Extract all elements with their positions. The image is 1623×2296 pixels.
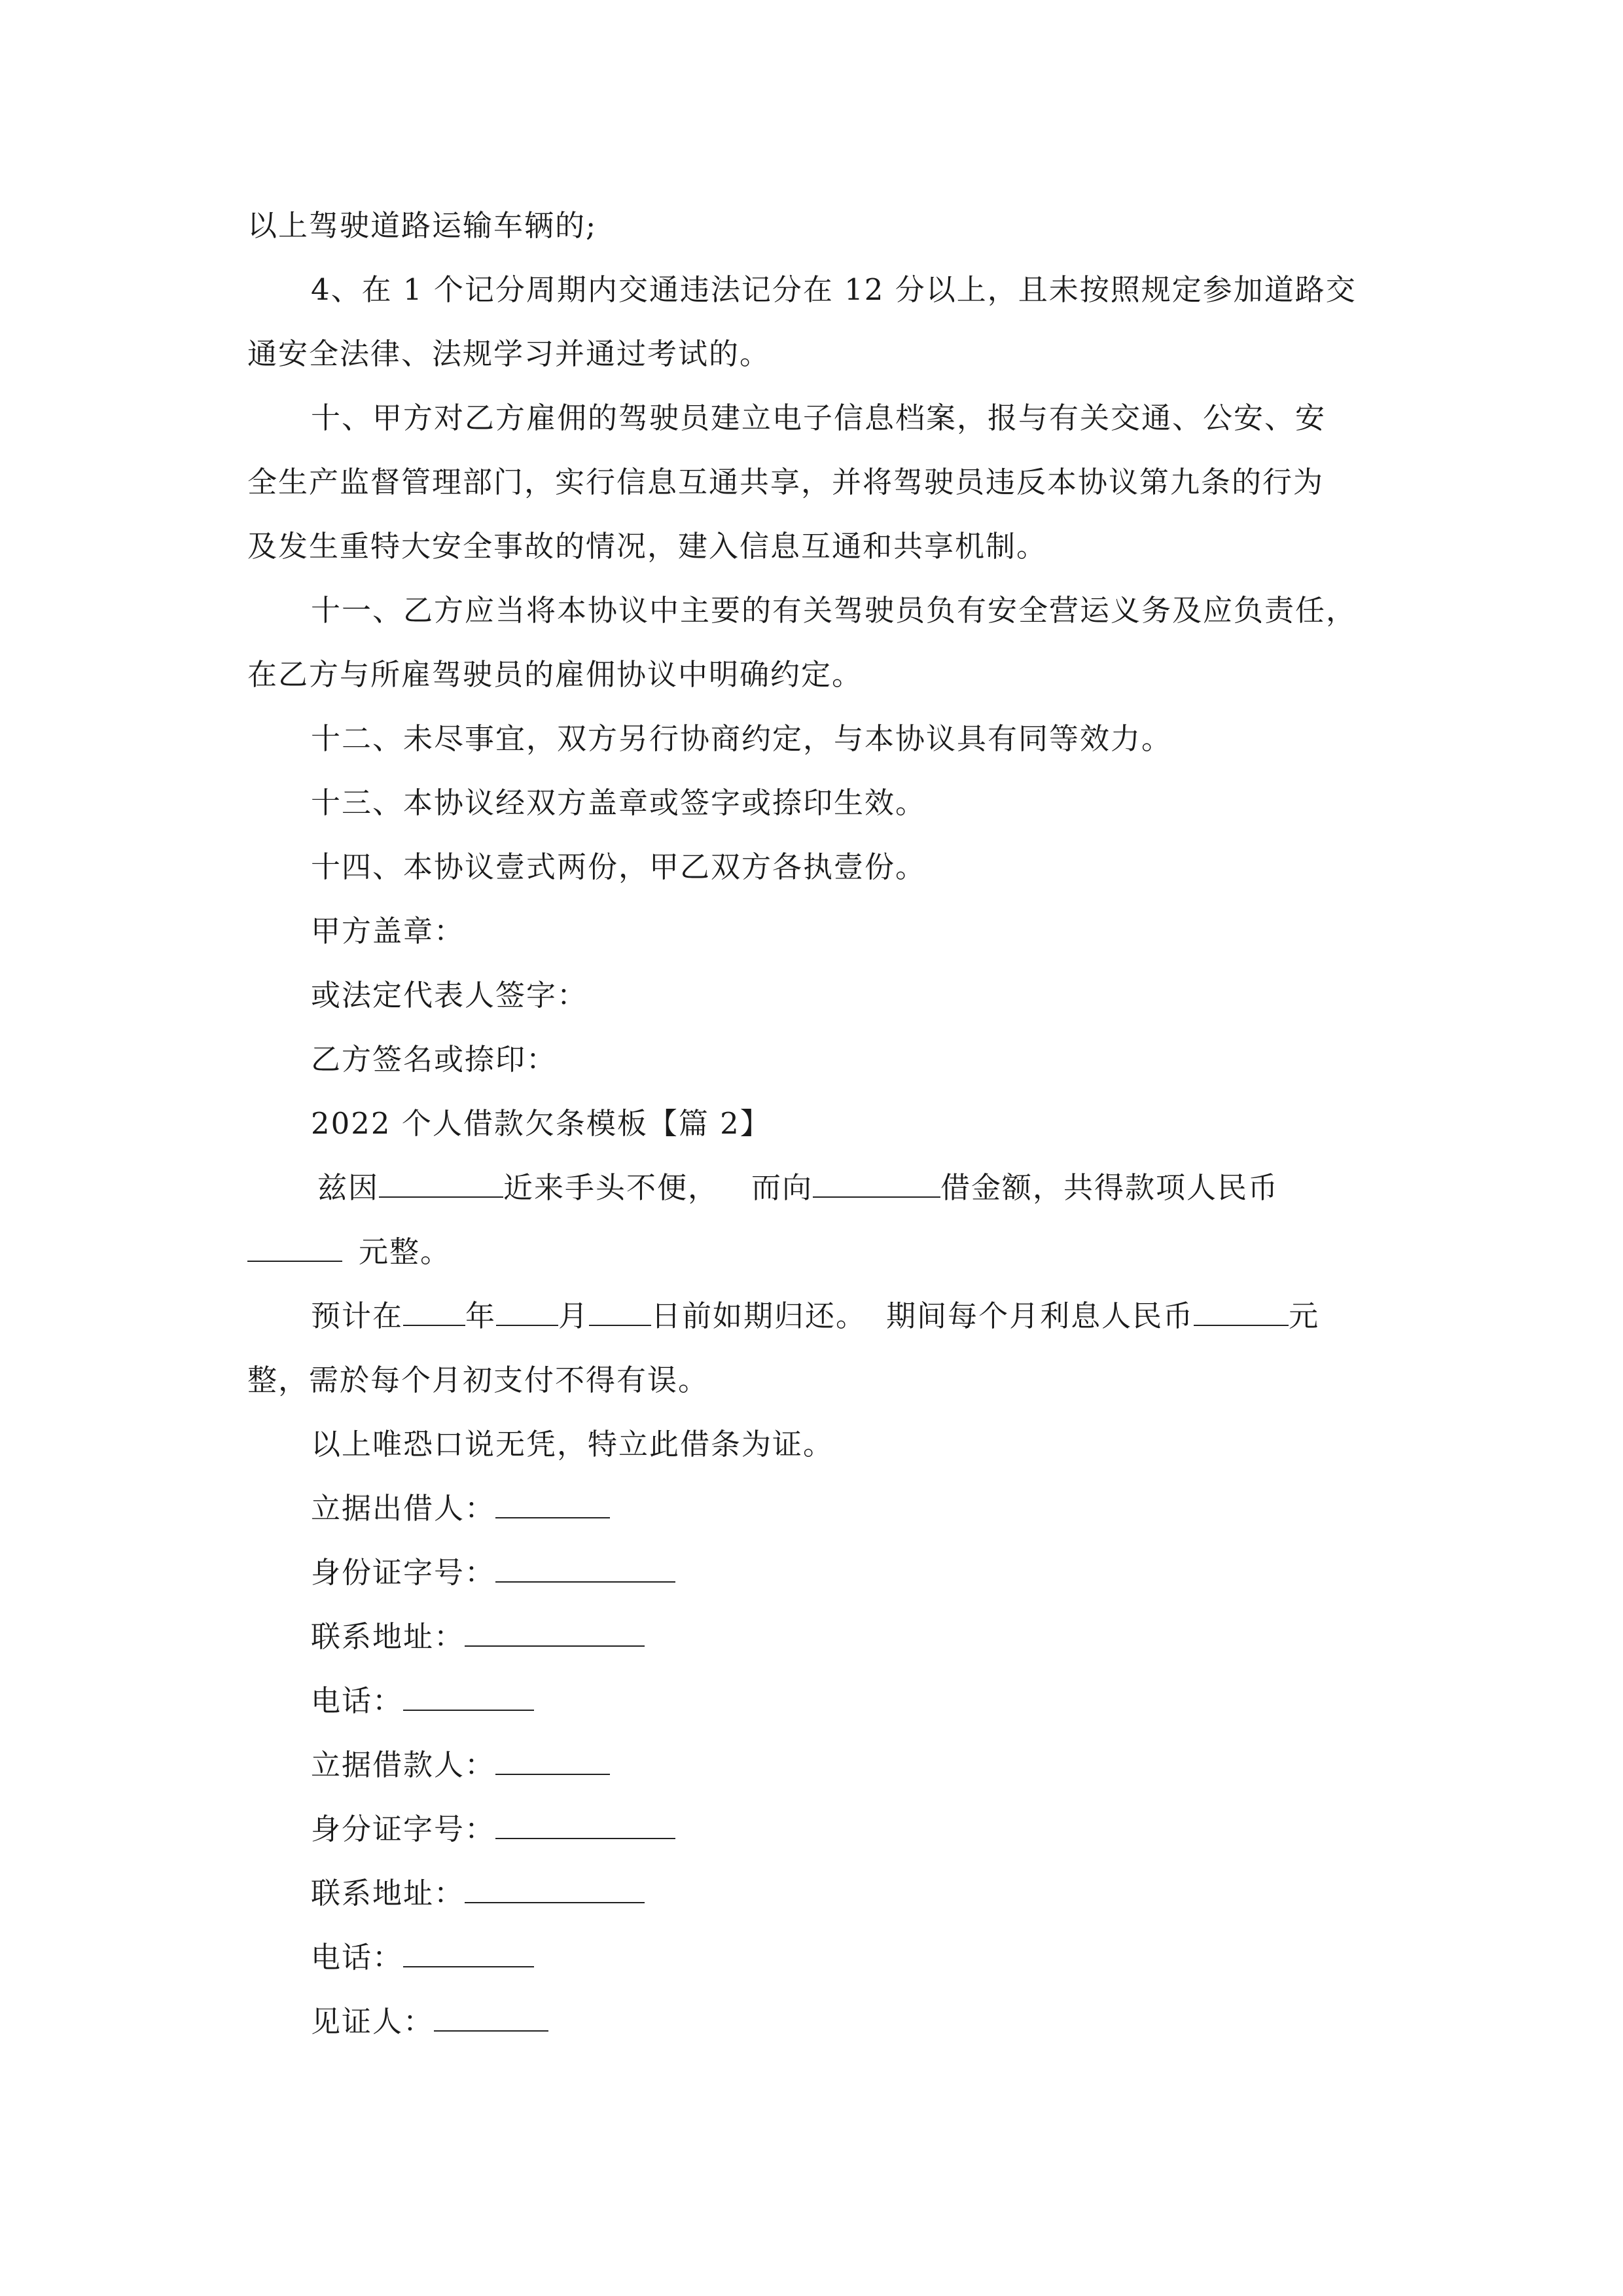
signature-label: 或法定代表人签字： xyxy=(311,978,588,1013)
day-blank xyxy=(589,1301,651,1326)
field-label: 身份证字号： xyxy=(311,1555,496,1590)
borrower-address-field xyxy=(311,1878,645,1908)
paragraph-line: 十三、本协议经双方盖章或签字或捺印生效。 xyxy=(311,785,927,820)
field-blank xyxy=(495,1494,610,1518)
borrower-id-field xyxy=(311,1814,675,1844)
amount-blank xyxy=(247,1237,342,1262)
signature-label: 乙方签名或捺印： xyxy=(311,1042,558,1077)
field-blank xyxy=(403,1943,534,1967)
year-blank xyxy=(403,1301,465,1326)
signature-label: 甲方盖章： xyxy=(311,914,465,948)
field-blank xyxy=(465,1622,645,1647)
field-label: 电话： xyxy=(311,1940,404,1975)
paragraph-line: 十一、乙方应当将本协议中主要的有关驾驶员负有安全营运义务及应负责任， xyxy=(311,593,1357,628)
field-blank xyxy=(495,1814,675,1839)
loan-text: 预计在 xyxy=(311,1299,404,1333)
loan-text: 而向 xyxy=(751,1170,813,1205)
borrower-name-blank xyxy=(379,1173,503,1198)
paragraph-line: 4、在 1 个记分周期内交通违法记分在 12 分以上，且未按照规定参加道路交 xyxy=(311,272,1357,307)
borrower-phone-field xyxy=(311,1940,534,1975)
loan-text: 近来手头不便， xyxy=(503,1170,719,1205)
lender-id-field xyxy=(311,1555,675,1590)
loan-text: 月 xyxy=(558,1299,590,1333)
field-label: 联系地址： xyxy=(311,1619,465,1654)
paragraph-line: 在乙方与所雇驾驶员的雇佣协议中明确约定。 xyxy=(247,657,863,692)
section-heading: 2022 个人借款欠条模板【篇 2】 xyxy=(311,1106,771,1141)
loan-line xyxy=(247,1234,452,1269)
lender-name-blank xyxy=(813,1173,940,1198)
field-blank xyxy=(434,2007,548,2032)
field-label: 立据出借人： xyxy=(311,1491,496,1526)
field-label: 身分证字号： xyxy=(311,1812,496,1846)
lender-phone-field xyxy=(311,1683,534,1718)
loan-line xyxy=(317,1170,1279,1205)
paragraph-line: 以上驾驶道路运输车辆的; xyxy=(247,208,597,243)
month-blank xyxy=(496,1301,558,1326)
paragraph-line: 全生产监督管理部门，实行信息互通共享，并将驾驶员违反本协议第九条的行为 xyxy=(247,465,1325,499)
paragraph-line: 十四、本协议壹式两份，甲乙双方各执壹份。 xyxy=(311,850,927,884)
witness-field xyxy=(311,2004,548,2039)
loan-text: 元整。 xyxy=(359,1234,452,1269)
lender-field xyxy=(311,1491,610,1526)
field-blank xyxy=(495,1558,675,1583)
loan-line: 整，需於每个月初支付不得有误。 xyxy=(247,1363,709,1397)
loan-line: 以上唯恐口说无凭，特立此借条为证。 xyxy=(311,1427,834,1462)
loan-text: 日前如期归还。 xyxy=(651,1299,867,1333)
field-label: 电话： xyxy=(311,1683,404,1718)
field-blank xyxy=(465,1878,645,1903)
borrower-field xyxy=(311,1750,610,1780)
loan-text: 元 xyxy=(1289,1299,1320,1333)
loan-text: 年 xyxy=(465,1299,497,1333)
paragraph-line: 十二、未尽事宜，双方另行协商约定，与本协议具有同等效力。 xyxy=(311,721,1173,756)
field-label: 联系地址： xyxy=(311,1876,465,1910)
field-label: 立据借款人： xyxy=(311,1748,496,1782)
loan-text: 期间每个月利息人民币 xyxy=(886,1299,1194,1333)
paragraph-line: 通安全法律、法规学习并通过考试的。 xyxy=(247,336,771,371)
loan-line xyxy=(311,1301,1319,1331)
loan-text: 兹因 xyxy=(317,1170,380,1205)
lender-address-field xyxy=(311,1619,645,1654)
field-label: 见证人： xyxy=(311,2004,435,2039)
loan-text: 借金额，共得款项人民币 xyxy=(940,1170,1279,1205)
paragraph-line: 十、甲方对乙方雇佣的驾驶员建立电子信息档案，报与有关交通、公安、安 xyxy=(311,401,1327,435)
field-blank xyxy=(495,1750,610,1775)
paragraph-line: 及发生重特大安全事故的情况，建入信息互通和共享机制。 xyxy=(247,529,1048,564)
field-blank xyxy=(403,1686,534,1711)
interest-blank xyxy=(1194,1301,1289,1326)
